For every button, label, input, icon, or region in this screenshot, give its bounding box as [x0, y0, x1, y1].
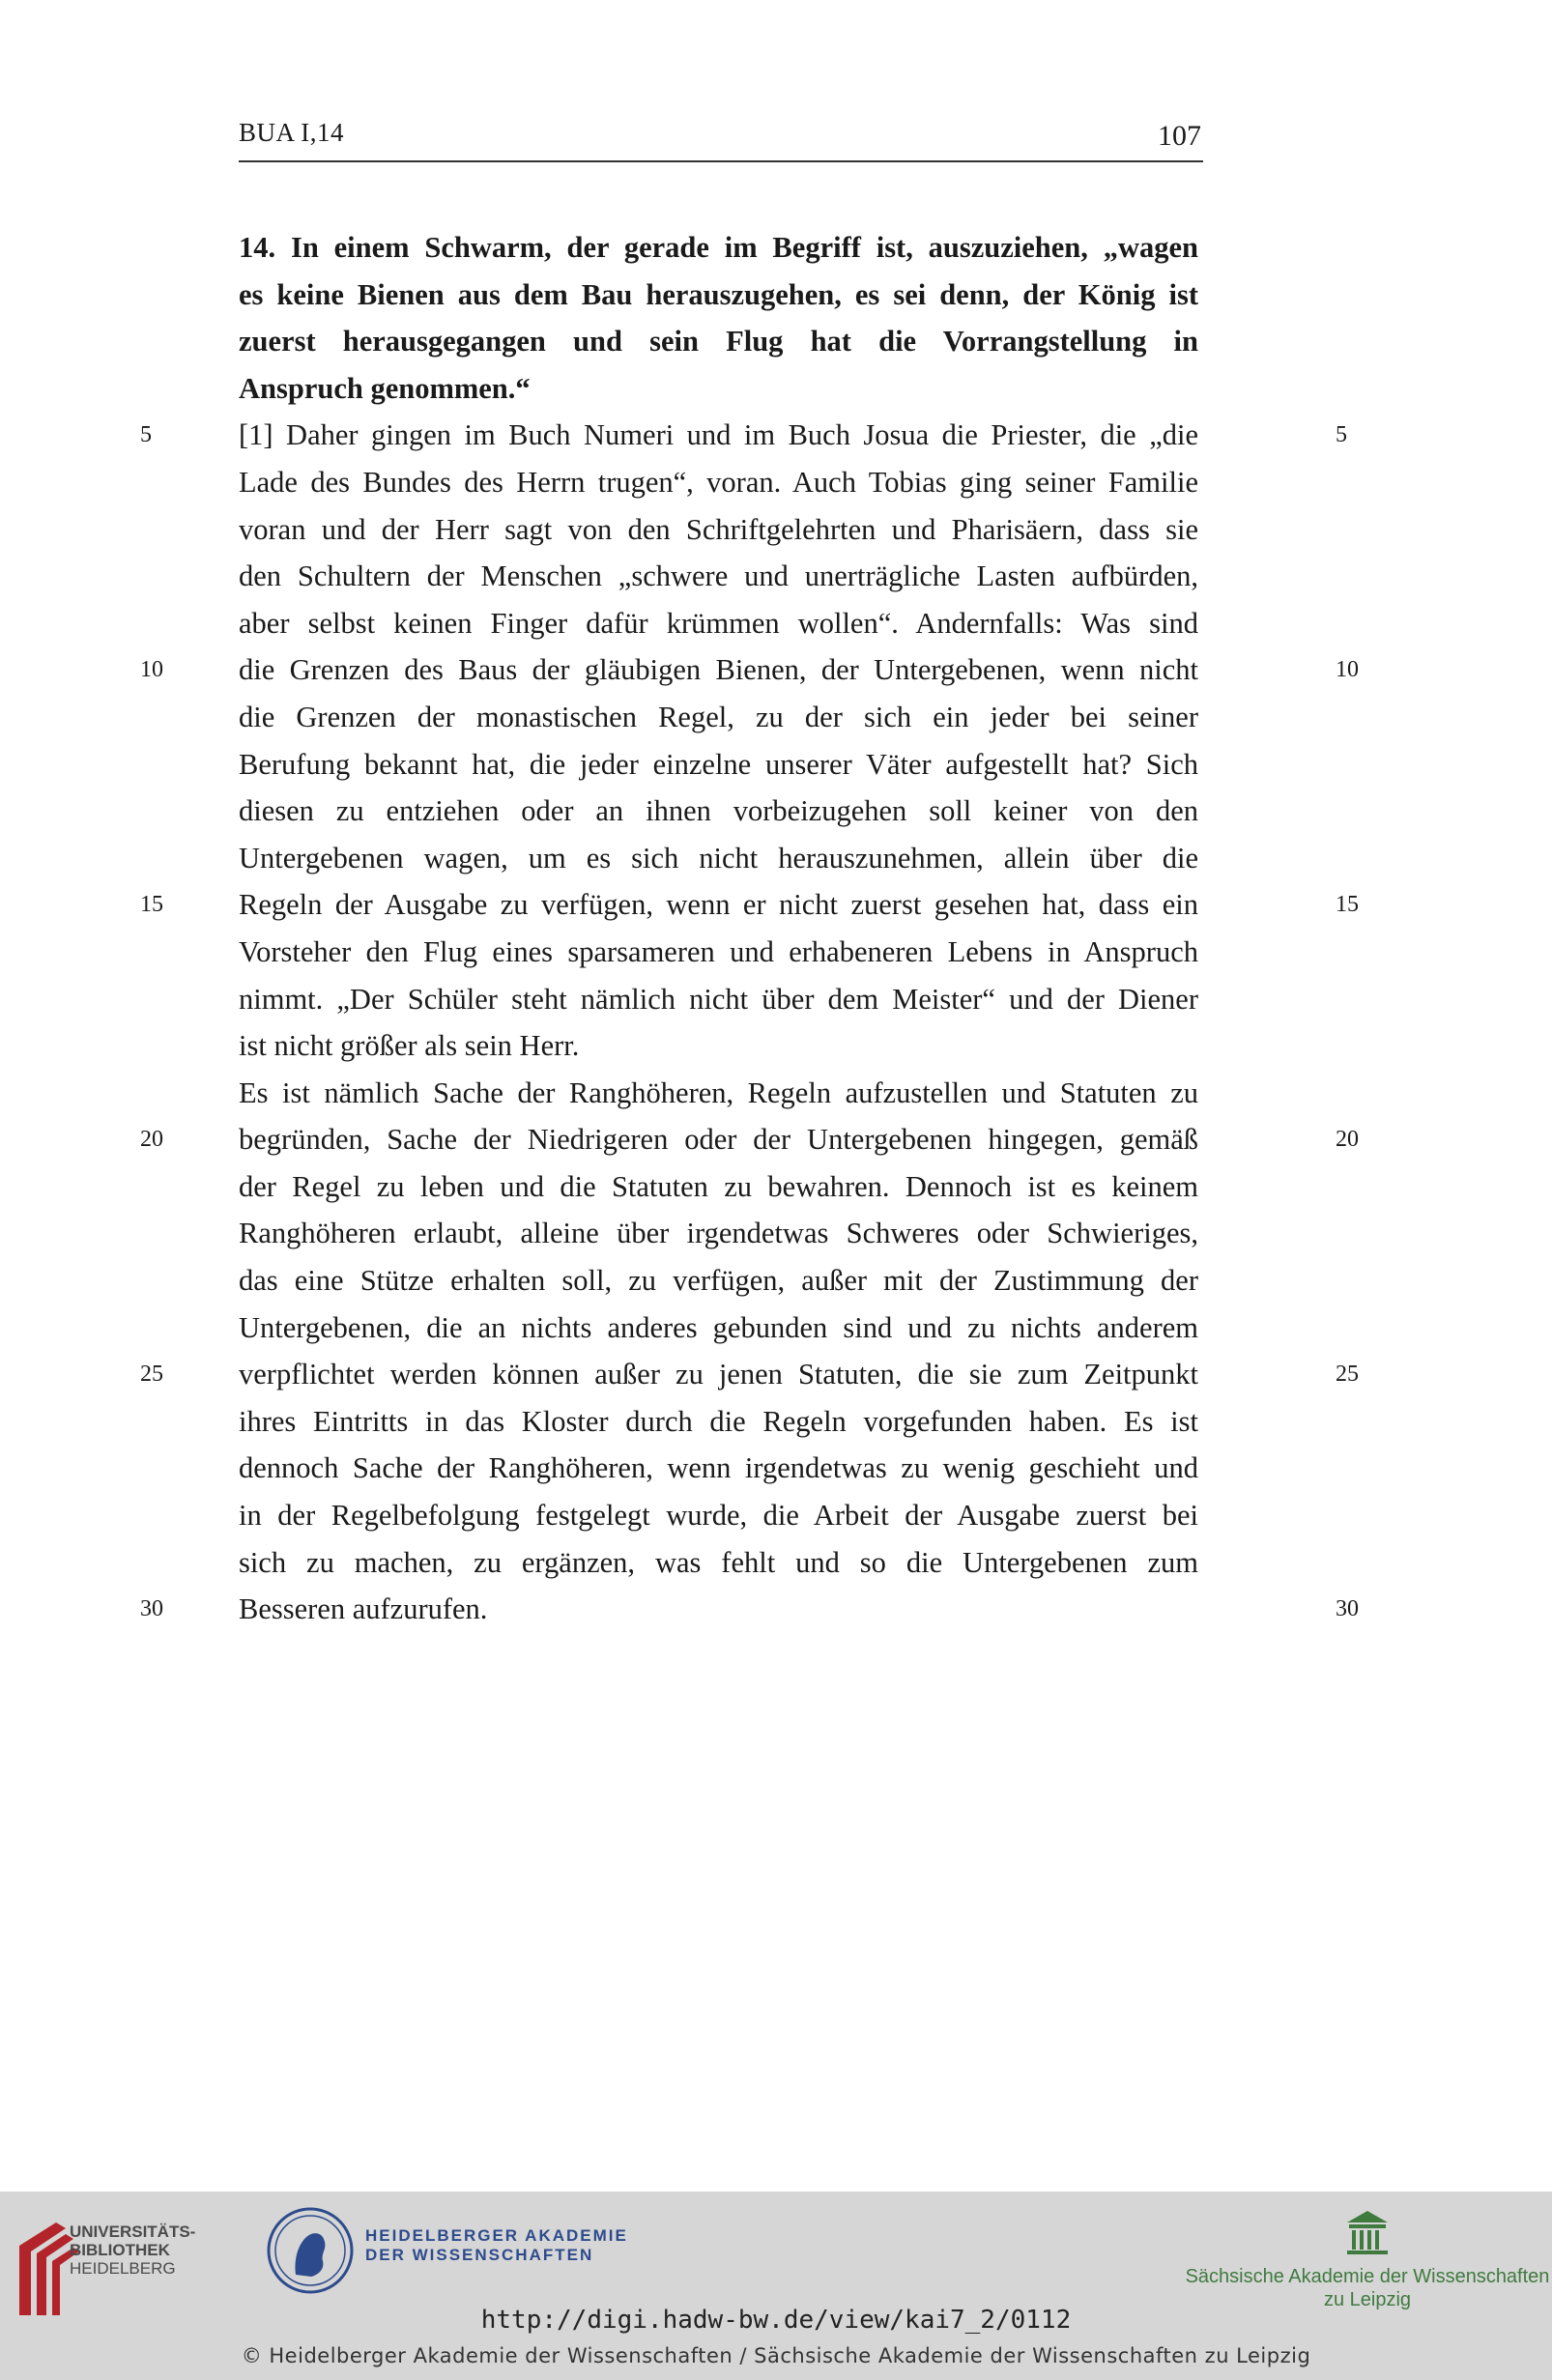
line-number-right: 25 — [1336, 1362, 1359, 1388]
text-line — [239, 1492, 1198, 1539]
text-line — [239, 835, 1198, 882]
text-line-content: Ranghöheren erlaubt, alleine über irgendetwas Schweres oder Schwieriges, — [239, 1217, 1198, 1250]
text-line-content: es keine Bienen aus dem Bau herauszugehen, es sei denn, der König ist — [239, 277, 1198, 311]
line-number-left: 15 — [140, 892, 163, 918]
text-line — [239, 224, 1198, 272]
text-line — [239, 272, 1198, 319]
text-line — [239, 1210, 1198, 1257]
text-line — [140, 646, 1359, 694]
text-line-content: Berufung bekannt hat, die jeder einzelne unserer Väter aufgestellt hat? Sich — [239, 747, 1198, 781]
text-line-content: voran und der Herr sagt von den Schriftgelehrten und Pharisäern, dass sie — [239, 512, 1198, 546]
text-line-content: diesen zu entziehen oder an ihnen vorbeizugehen soll keiner von den — [239, 794, 1198, 828]
page-number: 107 — [1158, 120, 1201, 152]
text-line-content: Anspruch genommen.“ — [239, 371, 531, 405]
text-line — [239, 741, 1198, 789]
text-line-content: die Grenzen der monastischen Regel, zu der sich ein jeder bei seiner — [239, 700, 1198, 733]
line-number-left: 10 — [140, 657, 163, 683]
text-line-content: Besseren aufzurufen. — [239, 1592, 488, 1626]
saxon-academy-label — [1179, 2265, 1552, 2311]
text-line — [239, 1257, 1198, 1305]
text-line-content: Regeln der Ausgabe zu verfügen, wenn er nicht zuerst gesehen hat, dass ein — [239, 888, 1198, 922]
text-line-content: in der Regelbefolgung festgelegt wurde, die Arbeit der Ausgabe zuerst bei — [239, 1499, 1198, 1533]
running-header — [239, 114, 1203, 162]
line-number-right: 30 — [1336, 1596, 1359, 1622]
line-number-left: 5 — [140, 422, 152, 448]
text-line — [239, 1305, 1198, 1352]
text-line — [239, 1163, 1198, 1211]
university-library-label — [70, 2222, 195, 2278]
text-line — [239, 1070, 1198, 1117]
text-line — [140, 1351, 1359, 1398]
text-line-content: Untergebenen wagen, um es sich nicht herauszunehmen, allein über die — [239, 841, 1198, 875]
text-line — [239, 788, 1198, 835]
line-number-right: 20 — [1336, 1127, 1359, 1153]
text-line-content: der Regel zu leben und die Statuten zu bewahren. Dennoch ist es keinem — [239, 1169, 1198, 1203]
text-line-content: aber selbst keinen Finger dafür krümmen wollen“. Andernfalls: Was sind — [239, 606, 1198, 640]
text-line-content: ist nicht größer als sein Herr. — [239, 1029, 580, 1063]
text-line-content: nimmt. „Der Schüler steht nämlich nicht über dem Meister“ und der Diener — [239, 982, 1198, 1016]
hadw-seal-icon[interactable] — [267, 2207, 354, 2294]
text-line — [140, 1586, 1359, 1633]
text-line — [239, 506, 1198, 554]
text-line — [239, 318, 1198, 365]
text-line — [239, 694, 1198, 741]
text-line-content: die Grenzen des Baus der gläubigen Bienen, der Untergebenen, wenn nicht — [239, 653, 1198, 687]
hadw-line-1: HEIDELBERGER AKADEMIE — [365, 2226, 628, 2245]
text-line — [239, 929, 1198, 976]
line-number-left: 30 — [140, 1596, 163, 1622]
text-line-content: sich zu machen, zu ergänzen, was fehlt und so die Untergebenen zum — [239, 1545, 1198, 1579]
text-line — [239, 1539, 1198, 1587]
text-line — [239, 1445, 1198, 1492]
hadw-line-2: DER WISSENSCHAFTEN — [365, 2246, 594, 2264]
ub-line-1: UNIVERSITÄTS- — [70, 2222, 196, 2241]
text-line-content: den Schultern der Menschen „schwere und unerträgliche Lasten aufbürden, — [239, 559, 1198, 593]
ub-line-3: HEIDELBERG — [70, 2259, 176, 2278]
text-line-content: begründen, Sache der Niedrigeren oder der Untergebenen hingegen, gemäß — [239, 1123, 1198, 1157]
text-line — [239, 600, 1198, 647]
hadw-label — [365, 2226, 628, 2265]
text-line-content: Es ist nämlich Sache der Ranghöheren, Regeln aufzustellen und Statuten zu — [239, 1075, 1198, 1109]
text-line — [239, 459, 1198, 506]
text-line — [239, 553, 1198, 600]
ub-line-2: BIBLIOTHEK — [70, 2241, 170, 2259]
line-number-right: 15 — [1336, 892, 1359, 918]
text-line — [140, 412, 1347, 459]
text-line-content: verpflichtet werden können außer zu jenen Statuten, die sie zum Zeitpunkt — [239, 1358, 1198, 1391]
line-number-left: 20 — [140, 1127, 163, 1153]
text-line — [239, 1398, 1198, 1446]
saxon-academy-building-icon[interactable] — [1343, 2209, 1392, 2255]
copyright-notice: © Heidelberger Akademie der Wissenschaften / Sächsische Akademie der Wissenschaften zu Leipzig — [241, 2344, 1311, 2367]
line-number-left: 25 — [140, 1362, 163, 1388]
line-number-right: 5 — [1336, 422, 1347, 448]
saw-line-1: Sächsische Akademie der Wissenschaften — [1185, 2266, 1550, 2287]
text-line-content: [1] Daher gingen im Buch Numeri und im Buch Josua die Priester, die „die — [239, 418, 1198, 452]
text-line-content: 14. In einem Schwarm, der gerade im Begriff ist, auszuziehen, „wagen — [239, 231, 1198, 264]
text-line-content: Untergebenen, die an nichts anderes gebunden sind und zu nichts anderem — [239, 1310, 1198, 1344]
permalink-url[interactable]: http://digi.hadw-bw.de/view/kai7_2/0112 — [480, 2306, 1072, 2335]
text-line — [140, 1116, 1359, 1163]
text-line — [140, 881, 1359, 929]
line-number-right: 10 — [1336, 657, 1359, 683]
footer-band — [0, 2192, 1552, 2380]
text-line-content: dennoch Sache der Ranghöheren, wenn irgendetwas zu wenig geschieht und — [239, 1451, 1198, 1485]
body-text — [140, 224, 1359, 1633]
running-title: BUA I,14 — [239, 118, 345, 147]
saw-line-2: zu Leipzig — [1323, 2289, 1412, 2310]
text-line — [239, 365, 1198, 413]
text-line — [239, 976, 1198, 1023]
text-line — [239, 1022, 1198, 1070]
text-line-content: zuerst herausgegangen und sein Flug hat die Vorrangstellung in — [239, 325, 1198, 358]
text-line-content: Lade des Bundes des Herrn trugen“, voran. Auch Tobias ging seiner Familie — [239, 465, 1198, 499]
text-line-content: das eine Stütze erhalten soll, zu verfügen, außer mit der Zustimmung der — [239, 1264, 1198, 1298]
text-line-content: ihres Eintritts in das Kloster durch die Regeln vorgefunden haben. Es ist — [239, 1404, 1198, 1438]
text-line-content: Vorsteher den Flug eines sparsameren und erhabeneren Lebens in Anspruch — [239, 934, 1198, 968]
